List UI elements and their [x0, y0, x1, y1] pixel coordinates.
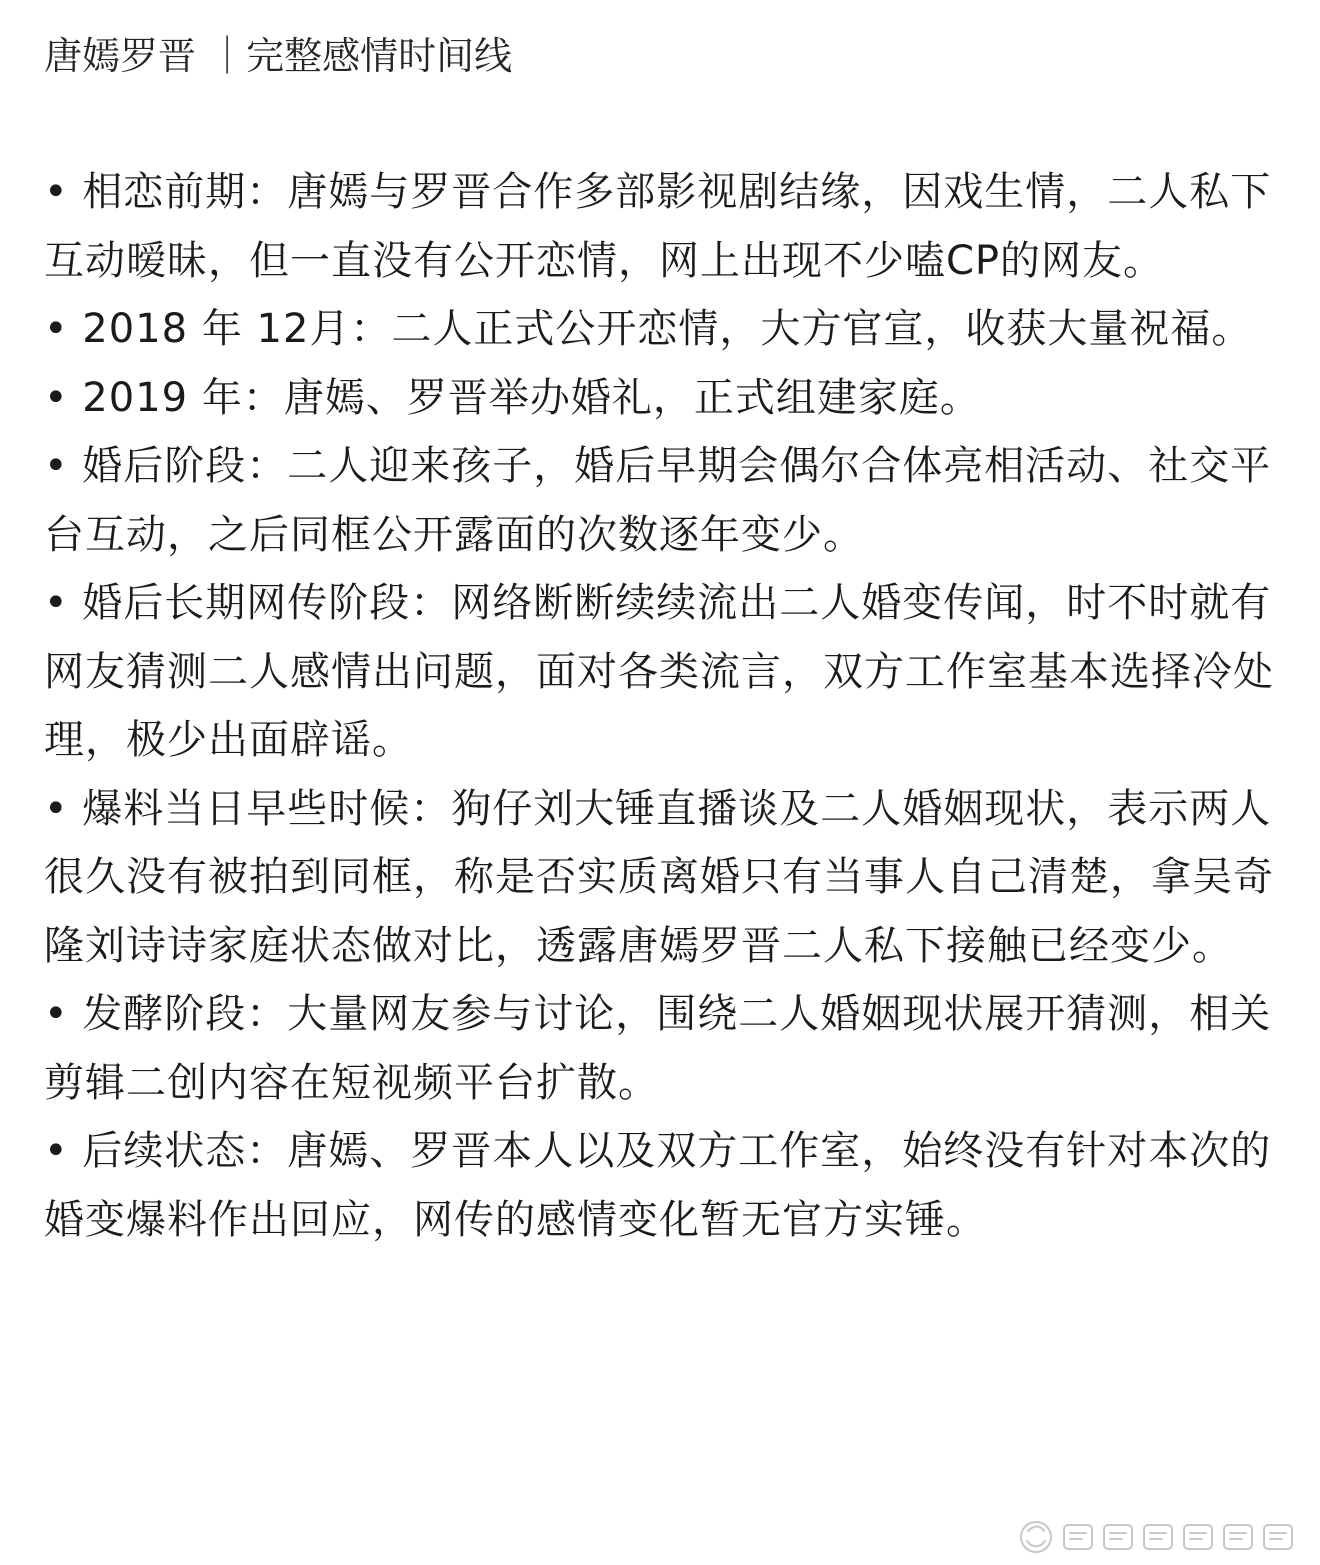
timeline-item-2019-wedding: • 2019 年：唐嫣、罗晋举办婚礼，正式组建家庭。 — [44, 374, 981, 421]
post-body — [44, 0, 1284, 1254]
timeline-list — [44, 158, 1284, 1254]
post-title: 唐嫣罗晋 ｜完整感情时间线 — [44, 34, 513, 78]
timeline-item-follow-up: • 后续状态：唐嫣、罗晋本人以及双方工作室，始终没有针对本次的婚变爆料作出回应，网传的感情变化暂无官方实锤。 — [44, 1128, 1272, 1243]
timeline-item-long-term-rumors: • 婚后长期网传阶段：网络断断续续流出二人婚变传闻，时不时就有网友猜测二人感情出问题，面对各类流言，双方工作室基本选择冷处理，极少出面辟谣。 — [44, 580, 1274, 763]
timeline-item-revelation-day: • 爆料当日早些时候：狗仔刘大锤直播谈及二人婚姻现状，表示两人很久没有被拍到同框，称是否实质离婚只有当事人自己清楚，拿吴奇隆刘诗诗家庭状态做对比，透露唐嫣罗晋二人私下接触已经变少。 — [44, 785, 1274, 969]
platform-watermark-icon — [1016, 1515, 1306, 1559]
timeline-item-after-marriage: • 婚后阶段：二人迎来孩子，婚后早期会偶尔合体亮相活动、社交平台互动，之后同框公开露面的次数逐年变少。 — [44, 443, 1272, 558]
timeline-item-early-romance: • 相恋前期：唐嫣与罗晋合作多部影视剧结缘，因戏生情，二人私下互动暧昧，但一直没有公开恋情，网上出现不少嗑CP的网友。 — [44, 169, 1272, 284]
timeline-item-2018-public: • 2018 年 12月：二人正式公开恋情，大方官宣，收获大量祝福。 — [44, 306, 1253, 352]
timeline-item-fermentation: • 发酵阶段：大量网友参与讨论，围绕二人婚姻现状展开猜测，相关剪辑二创内容在短视频平台扩散。 — [44, 991, 1272, 1106]
